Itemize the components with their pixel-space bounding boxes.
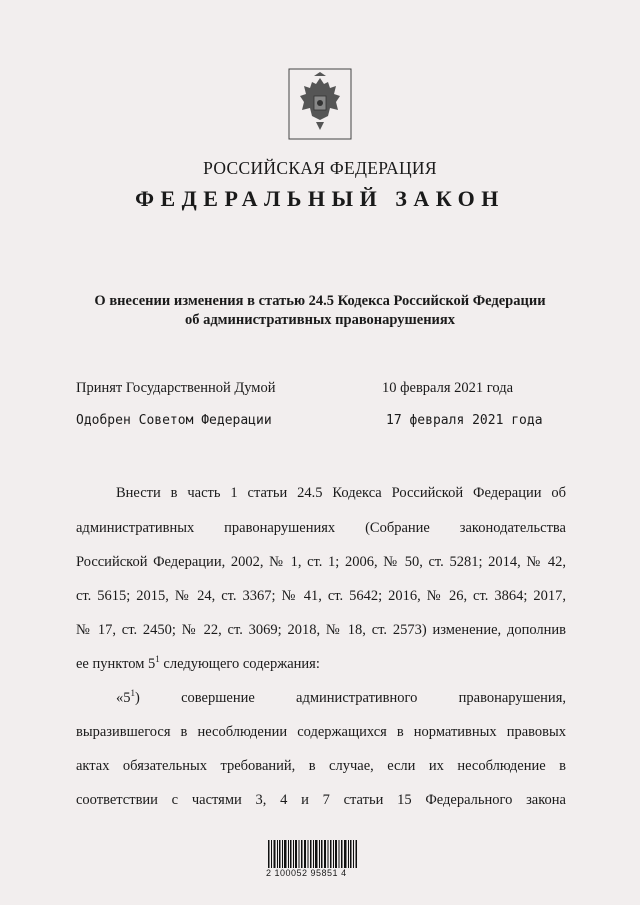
body-line-3: Российской Федерации, 2002, № 1, ст. 1; 2006, № 50, ст. 5281; 2014, № 42,	[76, 554, 566, 570]
duma-label: Принят Государственной Думой	[76, 380, 276, 396]
body-line-6	[76, 656, 566, 673]
body-line-7	[116, 690, 566, 707]
law-type-heading: ФЕДЕРАЛЬНЫЙ ЗАКОН	[135, 186, 505, 211]
barcode-number: 2 100052 95851 4	[266, 868, 347, 878]
body-line-7-word-1: совершение	[181, 690, 255, 706]
barcode	[268, 840, 358, 868]
council-date: 17 февраля 2021 года	[386, 413, 543, 428]
body-line-7-word-2: административного	[296, 690, 418, 706]
document-title-line-1: О внесении изменения в статью 24.5 Кодекса Российской Федерации	[94, 293, 546, 309]
body-line-7-word-3: правонарушения,	[458, 690, 566, 706]
body-line-5: № 17, ст. 2450; № 22, ст. 3069; 2018, № 18, ст. 2573) изменение, дополнив	[76, 622, 566, 638]
document-title	[60, 292, 580, 330]
body-line-1: Внести в часть 1 статьи 24.5 Кодекса Российской Федерации об	[116, 485, 566, 501]
document-title-line-2: об административных правонарушениях	[184, 312, 456, 328]
council-label: Одобрен Советом Федерации	[76, 413, 272, 428]
body-line-9: актах обязательных требований, в случае, если их несоблюдение в	[76, 758, 566, 774]
superscript: 1	[155, 654, 160, 664]
body-line-10: соответствии с частями 3, 4 и 7 статьи 15 Федерального закона	[76, 792, 566, 808]
body-line-4: ст. 5615; 2015, № 24, ст. 3367; № 41, ст. 5642; 2016, № 26, ст. 3864; 2017,	[76, 588, 566, 604]
russian-coat-of-arms-icon	[288, 68, 352, 140]
body-line-6-text: ее пунктом 5	[76, 656, 156, 672]
body-line-2: административных правонарушениях (Собрание законодательства	[76, 520, 566, 536]
body-line-8: выразившегося в несоблюдении содержащихся в нормативных правовых	[76, 724, 566, 740]
duma-date: 10 февраля 2021 года	[382, 380, 514, 396]
item-number: «$5^1$)	[116, 688, 140, 706]
country-heading: РОССИЙСКАЯ ФЕДЕРАЦИЯ	[203, 158, 437, 178]
body-line-6-rest: следующего содержания:	[159, 656, 320, 672]
